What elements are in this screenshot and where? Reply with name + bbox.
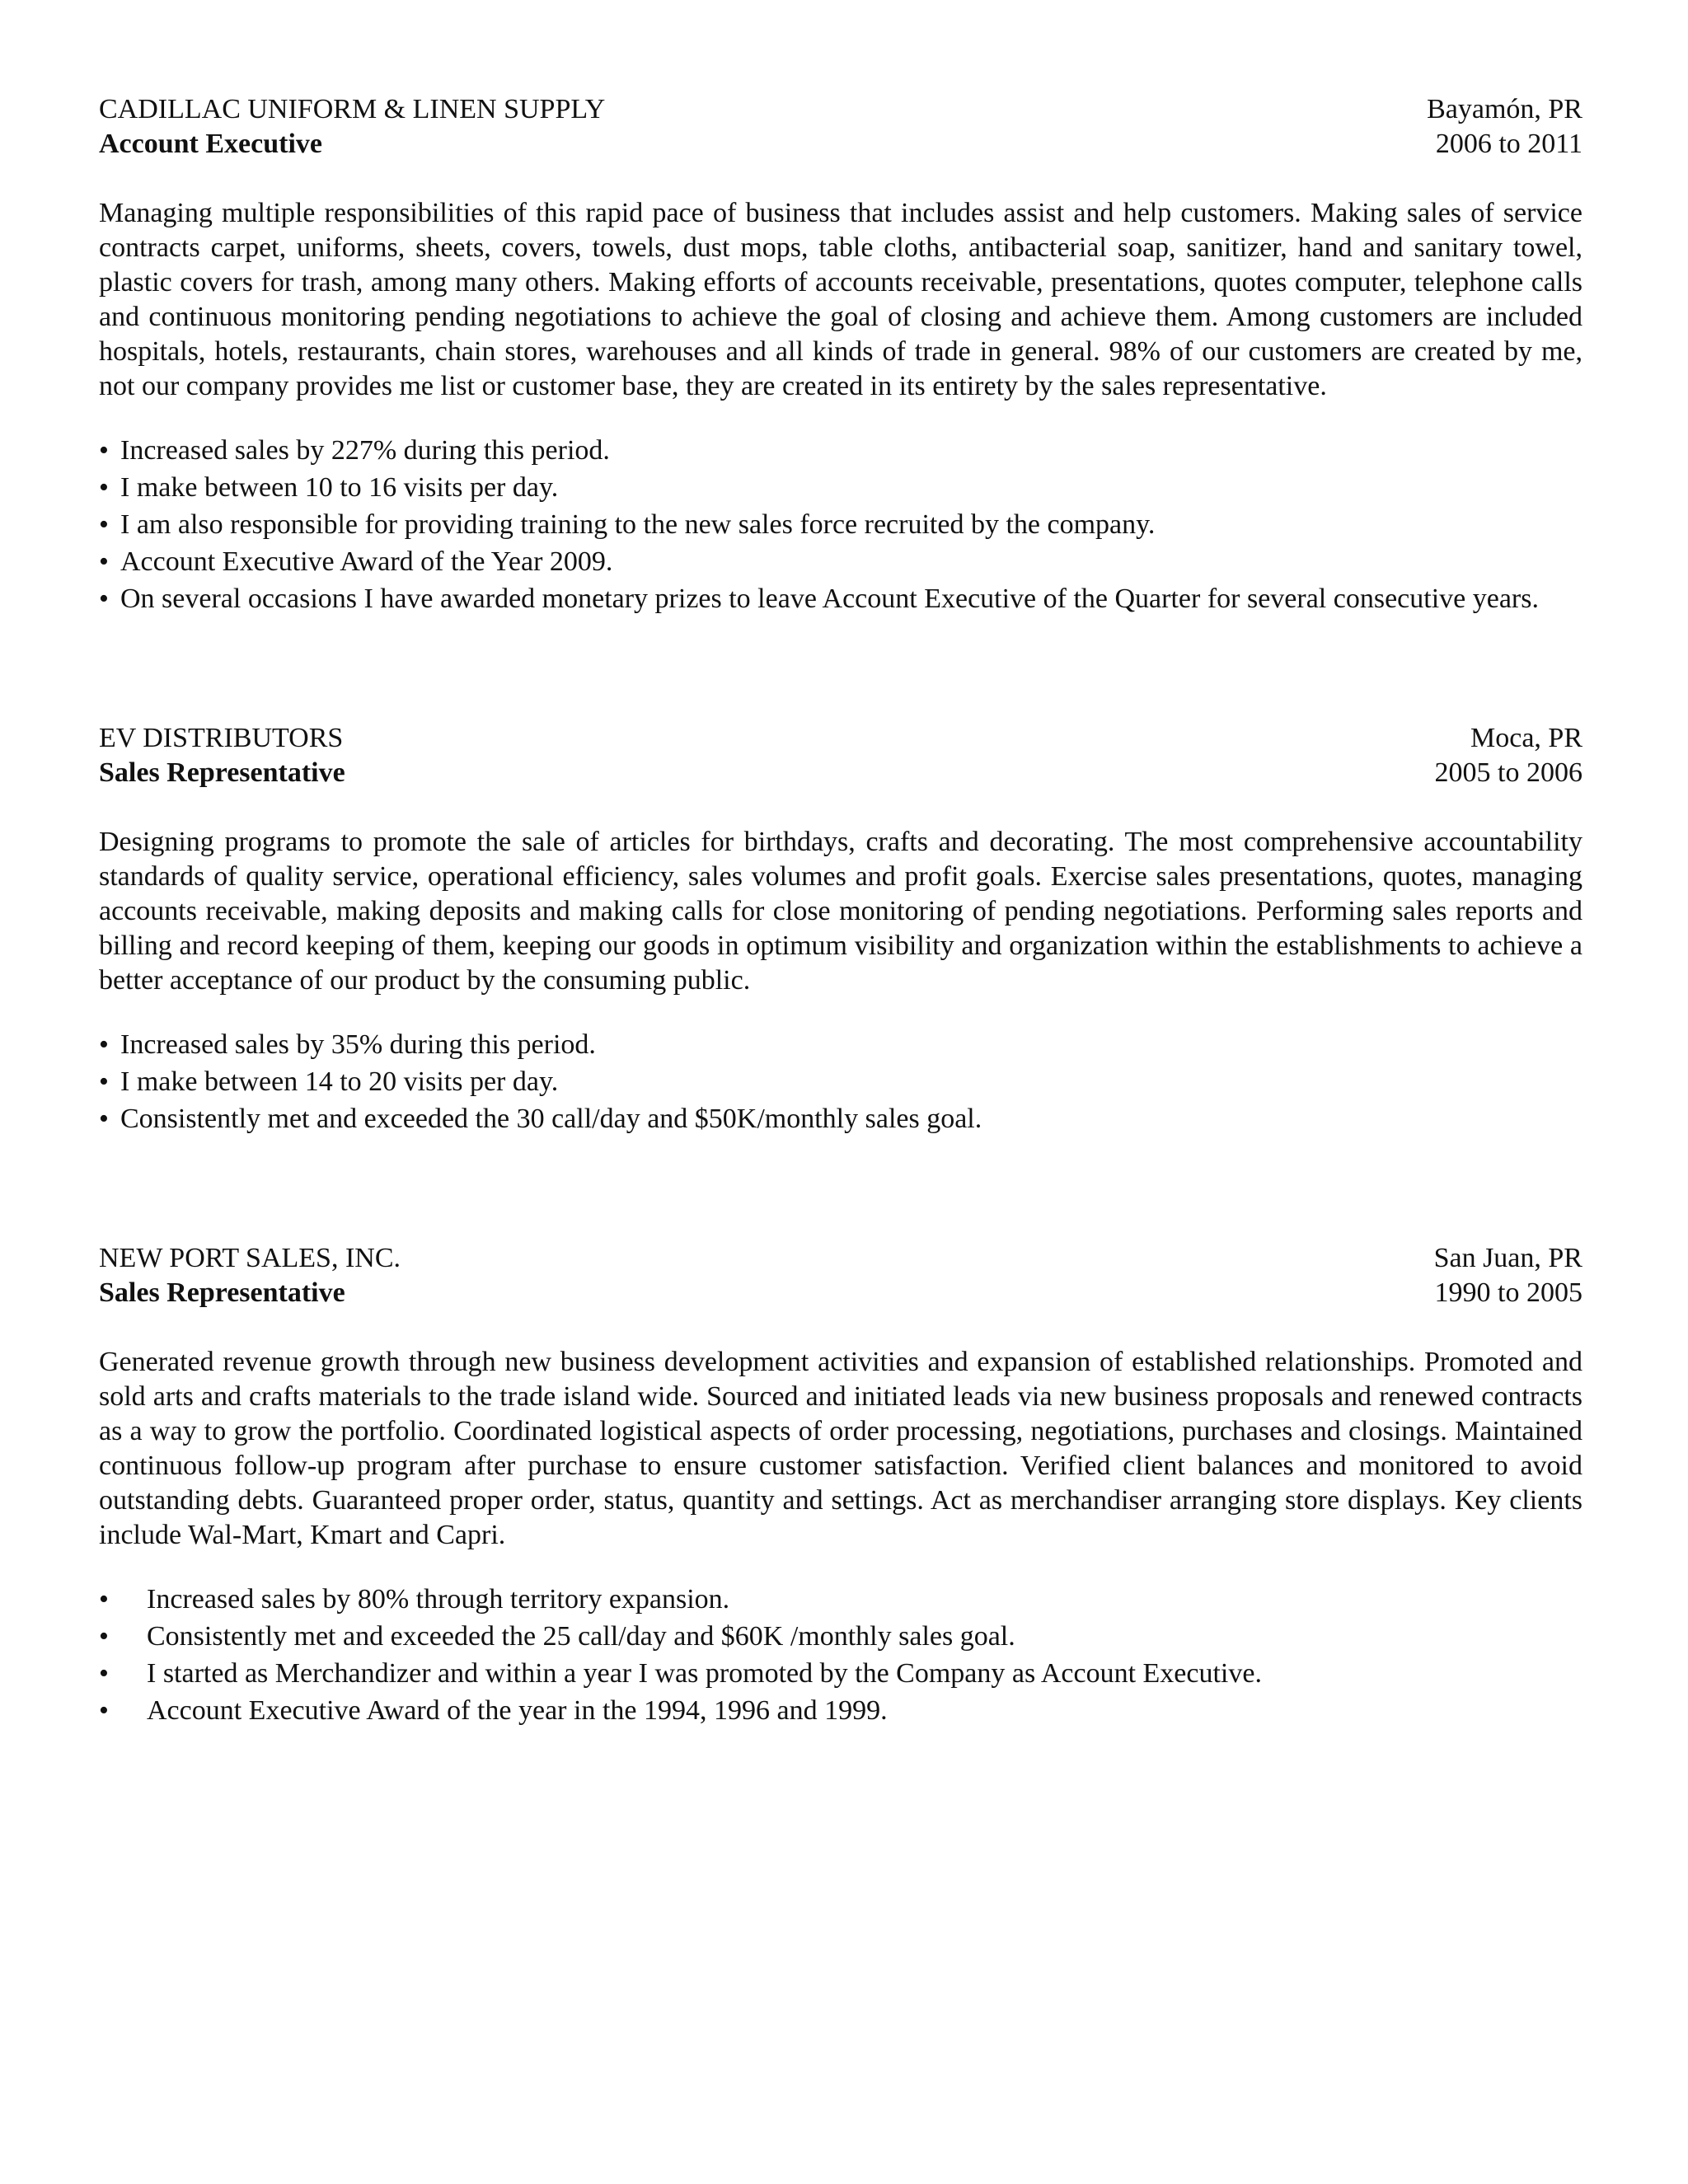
- bullet-icon: •: [99, 1104, 109, 1134]
- job-title-row: [99, 756, 1582, 790]
- achievement-list: [99, 432, 1582, 617]
- job-location: San Juan, PR: [1433, 1243, 1582, 1273]
- job-title-row: [99, 1276, 1582, 1310]
- achievement-item: • I am also responsible for providing training to the new sales force recruited by the company.: [99, 506, 1582, 543]
- achievement-item: • Account Executive Award of the year in the 1994, 1996 and 1999.: [99, 1692, 1582, 1729]
- job-description: Designing programs to promote the sale of articles for birthdays, crafts and decorating. The most comprehensive accountability standards of quality service, operational efficiency, sales volumes and profit goals. Exercise sales presentations, quotes, managing accounts receivable, making deposits and making calls for close monitoring of pending negotiations. Performing sales reports and billing and record keeping of them, keeping our goods in optimum visibility and organization within the establishments to achieve a better acceptance of our product by the consuming public.: [99, 827, 1582, 996]
- bullet-icon: •: [99, 435, 109, 466]
- job-location: Moca, PR: [1470, 723, 1582, 753]
- job-entry-ev-distributors: [99, 721, 1582, 1137]
- bullet-icon: •: [99, 1658, 109, 1689]
- achievement-list: [99, 1581, 1582, 1729]
- achievement-item: • On several occasions I have awarded monetary prizes to leave Account Executive of the Quarter for several consecutive years.: [99, 580, 1582, 617]
- bullet-icon: •: [99, 583, 109, 614]
- job-header-row: [99, 92, 1582, 127]
- achievement-item: • I make between 10 to 16 visits per day.: [99, 469, 1582, 506]
- achievement-item: • Consistently met and exceeded the 30 call/day and $50K/monthly sales goal.: [99, 1100, 1582, 1137]
- achievement-list: [99, 1026, 1582, 1137]
- bullet-icon: •: [99, 1695, 109, 1726]
- achievement-item: • Increased sales by 227% during this period.: [99, 432, 1582, 469]
- bullet-icon: •: [99, 472, 109, 503]
- job-title-row: [99, 127, 1582, 162]
- job-dates: 2006 to 2011: [1435, 129, 1582, 159]
- achievement-item: • Increased sales by 35% during this period.: [99, 1026, 1582, 1063]
- bullet-icon: •: [99, 1621, 109, 1652]
- bullet-icon: •: [99, 509, 109, 540]
- achievement-item: • Increased sales by 80% through territory expansion.: [99, 1581, 1582, 1618]
- job-title: Account Executive: [99, 129, 323, 159]
- company-name: NEW PORT SALES, INC.: [99, 1243, 401, 1273]
- achievement-item: • Account Executive Award of the Year 2009.: [99, 543, 1582, 580]
- bullet-icon: •: [99, 1029, 109, 1060]
- job-title: Sales Representative: [99, 757, 345, 788]
- bullet-icon: •: [99, 546, 109, 577]
- achievement-item: • I started as Merchandizer and within a year I was promoted by the Company as Account Executive.: [99, 1655, 1582, 1692]
- job-entry-cadillac: [99, 92, 1582, 617]
- job-title: Sales Representative: [99, 1277, 345, 1308]
- resume-page: [99, 92, 1582, 1729]
- job-location: Bayamón, PR: [1427, 94, 1582, 124]
- company-name: EV DISTRIBUTORS: [99, 723, 344, 753]
- job-entry-new-port-sales: [99, 1241, 1582, 1729]
- job-dates: 2005 to 2006: [1434, 757, 1582, 788]
- job-description: Generated revenue growth through new business development activities and expansion of established relationships. Promoted and sold arts and crafts materials to the trade island wide. Sourced and initiated leads via new business proposals and renewed contracts as a way to grow the portfolio. Coordinated logistical aspects of order processing, negotiations, purchases and closings. Maintained continuous follow-up program after purchase to ensure customer satisfaction. Verified client balances and monitored to avoid outstanding debts. Guaranteed proper order, status, quantity and settings. Act as merchandiser arranging store displays. Key clients include Wal-Mart, Kmart and Capri.: [99, 1347, 1582, 1550]
- job-dates: 1990 to 2005: [1434, 1277, 1582, 1308]
- achievement-item: • I make between 14 to 20 visits per day.: [99, 1063, 1582, 1100]
- company-name: CADILLAC UNIFORM & LINEN SUPPLY: [99, 94, 606, 124]
- bullet-icon: •: [99, 1066, 109, 1097]
- job-header-row: [99, 721, 1582, 756]
- achievement-item: • Consistently met and exceeded the 25 call/day and $60K /monthly sales goal.: [99, 1618, 1582, 1655]
- job-description: Managing multiple responsibilities of this rapid pace of business that includes assist and help customers. Making sales of service contracts carpet, uniforms, sheets, covers, towels, dust mops, table cloths, antibacterial soap, sanitizer, hand and sanitary towel, plastic covers for trash, among many others. Making efforts of accounts receivable, presentations, quotes computer, telephone calls and continuous monitoring pending negotiations to achieve the goal of closing and achieve them. Among customers are included hospitals, hotels, restaurants, chain stores, warehouses and all kinds of trade in general. 98% of our customers are created by me, not our company provides me list or customer base, they are created in its entirety by the sales representative.: [99, 198, 1582, 401]
- job-header-row: [99, 1241, 1582, 1276]
- bullet-icon: •: [99, 1584, 109, 1615]
